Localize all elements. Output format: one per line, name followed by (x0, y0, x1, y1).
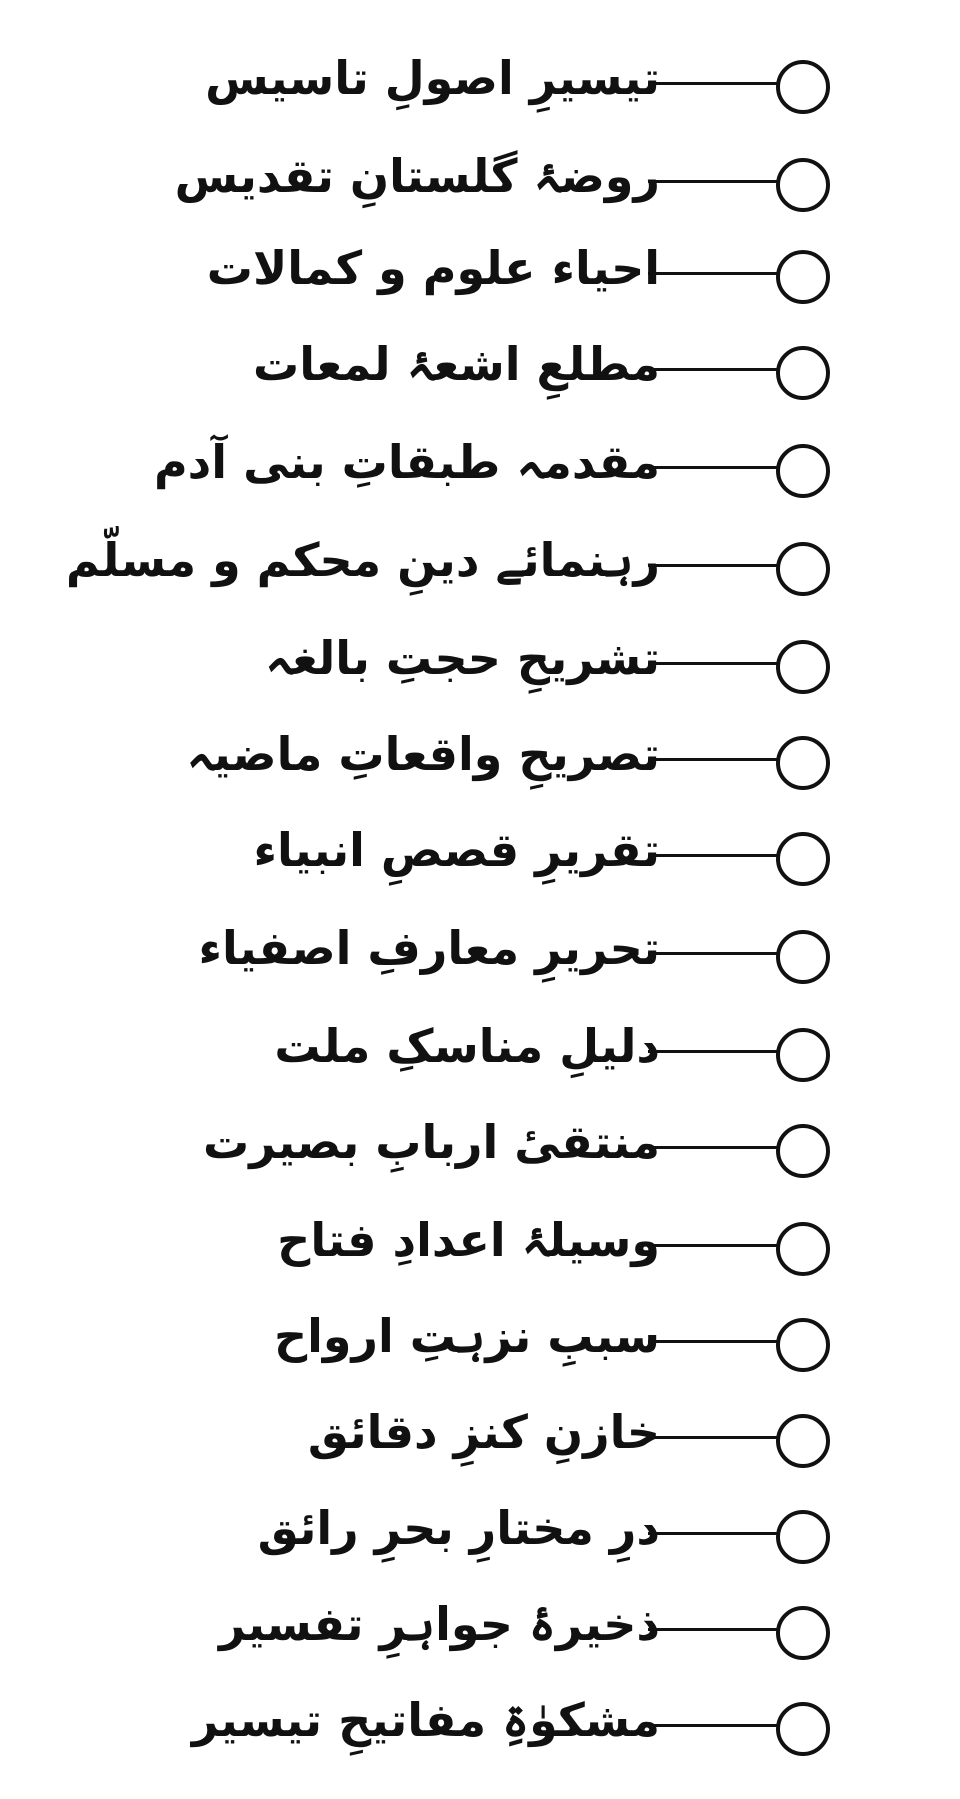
option-row[interactable] (0, 1580, 960, 1676)
leader-line (648, 272, 780, 275)
option-row[interactable] (0, 1388, 960, 1484)
leader-line (648, 1724, 780, 1727)
option-label: درِ مختارِ بحرِ رائق (257, 1501, 660, 1555)
option-bubble[interactable] (776, 250, 830, 304)
option-label: رہنمائے دینِ محکم و مسلّم (65, 533, 660, 587)
option-bubble[interactable] (776, 444, 830, 498)
option-row[interactable] (0, 418, 960, 514)
option-row[interactable] (0, 320, 960, 416)
option-bubble[interactable] (776, 158, 830, 212)
option-bubble[interactable] (776, 1414, 830, 1468)
option-row[interactable] (0, 1098, 960, 1194)
leader-line (648, 1244, 780, 1247)
option-label: سببِ نزہتِ ارواح (273, 1309, 660, 1363)
option-bubble[interactable] (776, 1318, 830, 1372)
option-label: دلیلِ مناسکِ ملت (274, 1019, 660, 1073)
option-label: منتقیٔ اربابِ بصیرت (203, 1115, 660, 1169)
leader-line (648, 180, 780, 183)
option-row[interactable] (0, 132, 960, 228)
option-row[interactable] (0, 1484, 960, 1580)
option-label: مطلعِ اشعۂ لمعات (252, 337, 660, 391)
option-bubble[interactable] (776, 930, 830, 984)
leader-line (648, 1050, 780, 1053)
leader-line (648, 854, 780, 857)
option-bubble[interactable] (776, 1606, 830, 1660)
option-label: وسیلۂ اعدادِ فتاح (277, 1213, 660, 1267)
option-row[interactable] (0, 710, 960, 806)
leader-line (648, 1628, 780, 1631)
option-row[interactable] (0, 224, 960, 320)
leader-line (648, 1532, 780, 1535)
leader-line (648, 368, 780, 371)
option-bubble[interactable] (776, 832, 830, 886)
option-bubble[interactable] (776, 640, 830, 694)
option-bubble[interactable] (776, 1702, 830, 1756)
option-row[interactable] (0, 614, 960, 710)
option-bubble[interactable] (776, 346, 830, 400)
option-row[interactable] (0, 904, 960, 1000)
option-row[interactable] (0, 516, 960, 612)
leader-line (648, 662, 780, 665)
option-label: مشکوٰۃِ مفاتیحِ تیسیر (191, 1693, 660, 1747)
option-label: احیاء علوم و کمالات (206, 241, 660, 295)
option-label: تصریحِ واقعاتِ ماضیہ (186, 727, 660, 781)
leader-line (648, 564, 780, 567)
option-row[interactable] (0, 1196, 960, 1292)
option-row[interactable] (0, 1002, 960, 1098)
option-row[interactable] (0, 1676, 960, 1772)
option-row[interactable] (0, 806, 960, 902)
leader-line (648, 1146, 780, 1149)
option-label: خازنِ کنزِ دقائق (307, 1405, 660, 1459)
option-label: روضۂ گلستانِ تقدیس (174, 149, 660, 203)
option-bubble[interactable] (776, 60, 830, 114)
leader-line (648, 466, 780, 469)
option-label: تشریحِ حجتِ بالغہ (265, 631, 660, 685)
option-row[interactable] (0, 34, 960, 130)
option-label: مقدمہ طبقاتِ بنی آدم (153, 435, 660, 489)
leader-line (648, 82, 780, 85)
leader-line (648, 758, 780, 761)
leader-line (648, 1340, 780, 1343)
option-bubble[interactable] (776, 736, 830, 790)
option-label: تحریرِ معارفِ اصفیاء (198, 921, 660, 975)
option-bubble[interactable] (776, 542, 830, 596)
leader-line (648, 952, 780, 955)
leader-line (648, 1436, 780, 1439)
option-row[interactable] (0, 1292, 960, 1388)
option-label: تقریرِ قصصِ انبیاء (253, 823, 660, 877)
option-bubble[interactable] (776, 1028, 830, 1082)
option-bubble[interactable] (776, 1222, 830, 1276)
option-label: ذخیرۂ جواہرِ تفسیر (218, 1597, 660, 1651)
option-label: تیسیرِ اصولِ تاسیس (205, 51, 660, 105)
option-bubble[interactable] (776, 1510, 830, 1564)
option-bubble[interactable] (776, 1124, 830, 1178)
